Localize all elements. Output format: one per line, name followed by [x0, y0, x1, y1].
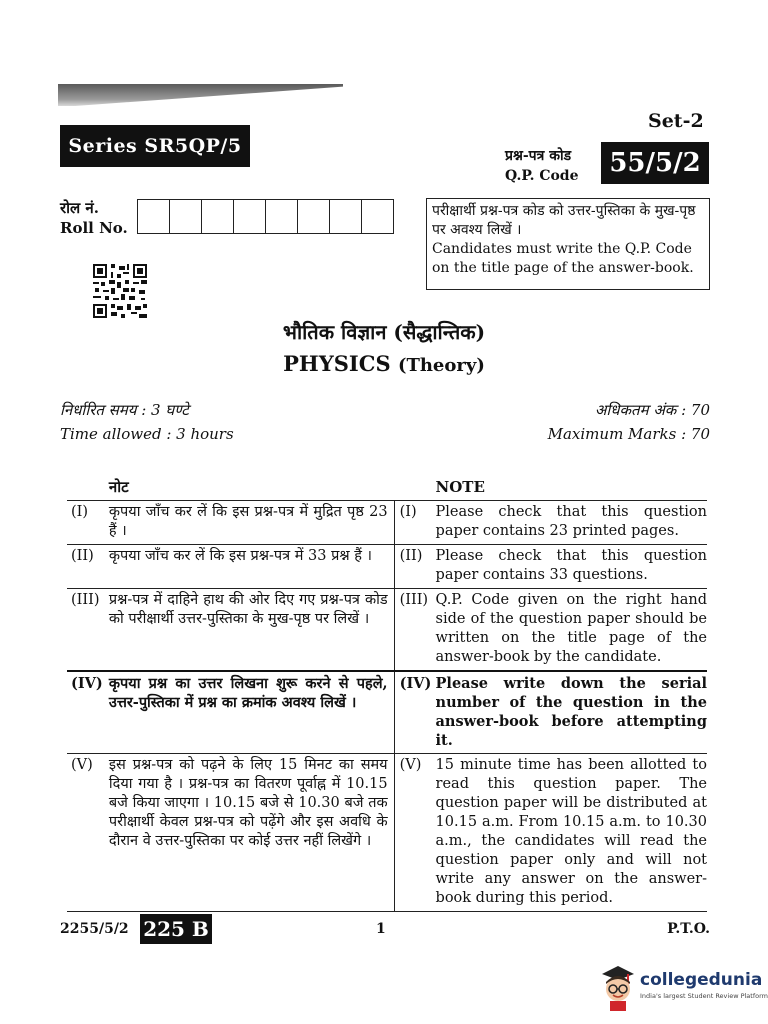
note-hindi: इस प्रश्न-पत्र को पढ़ने के लिए 15 मिनट का समय दिया गया है । प्रश्न-पत्र का वितरण पूर्वाह्न में 10.15 बजे किया जाएगा । 10.15 बजे से 10.30 बजे तक परीक्षार्थी केवल प्रश्न-पत्र को पढ़ेंगे और इस अवधि के दौरान वे उत्तर-पुस्तिका पर कोई उत्तर नहीं लिखेंगे ।: [109, 754, 394, 912]
title-english-main: PHYSICS: [283, 351, 391, 376]
collegedunia-watermark[interactable]: [598, 962, 768, 1012]
roll-box[interactable]: [233, 200, 265, 233]
watermark-tagline: India's largest Student Review Platform: [640, 992, 768, 1000]
note-number: (V): [67, 754, 109, 912]
instruction-hindi: परीक्षार्थी प्रश्न-पत्र कोड को उत्तर-पुस्तिका के मुख-पृष्ठ पर अवश्य लिखें ।: [432, 203, 696, 238]
notes-header-row: [67, 478, 707, 501]
note-english: Please check that this question paper contains 33 questions.: [436, 545, 707, 589]
watermark-brand: collegedunia: [640, 970, 763, 990]
note-number: (IV): [67, 671, 109, 754]
page-number: 1: [376, 921, 386, 937]
title-hindi: भौतिक विज्ञान (सैद्धान्तिक): [282, 320, 486, 344]
note-number: (I): [394, 501, 435, 545]
instruction-english: Candidates must write the Q.P. Code on the title page of the answer-book.: [432, 241, 694, 276]
notes-heading-english: NOTE: [435, 478, 485, 496]
note-number: (II): [67, 545, 109, 589]
note-english: Q.P. Code given on the right hand side of the question paper should be written on the title page of the answer-book by the candidate.: [436, 589, 707, 672]
note-hindi: प्रश्न-पत्र में दाहिने हाथ की ओर दिए गए प्रश्न-पत्र कोड को परीक्षार्थी उत्तर-पुस्तिका के मुख-पृष्ठ पर लिखें ।: [109, 589, 394, 672]
roll-label-english: Roll No.: [60, 219, 128, 237]
roll-box[interactable]: [297, 200, 329, 233]
note-number: (I): [67, 501, 109, 545]
qp-code: 55/5/2: [601, 142, 709, 184]
paper-code: 2255/5/2: [60, 921, 129, 937]
time-allowed-hindi: निर्धारित समय : 3 घण्टे: [60, 401, 189, 419]
note-number: (II): [394, 545, 435, 589]
set-label: Set-2: [648, 110, 704, 132]
qp-code-instruction-box: [426, 198, 710, 290]
qp-code-label: [505, 146, 579, 186]
note-number: (V): [394, 754, 435, 912]
notes-heading-hindi: नोट: [108, 478, 129, 496]
series-label: Series SR5QP/5: [60, 125, 250, 167]
decorative-top-bar: [58, 84, 343, 106]
roll-box[interactable]: [361, 200, 393, 233]
roll-number-boxes[interactable]: [137, 199, 394, 234]
roll-label-hindi: रोल नं.: [60, 199, 99, 217]
time-allowed-english: Time allowed : 3 hours: [60, 425, 234, 443]
note-english: Please write down the serial number of the question in the answer-book before attempting it.: [436, 671, 707, 754]
paper-box-code: 225 B: [140, 914, 212, 944]
note-hindi: कृपया जाँच कर लें कि इस प्रश्न-पत्र में 33 प्रश्न हैं ।: [109, 545, 394, 589]
note-english: Please check that this question paper contains 23 printed pages.: [436, 501, 707, 545]
roll-box[interactable]: [265, 200, 297, 233]
note-number: (III): [67, 589, 109, 672]
roll-box[interactable]: [138, 200, 169, 233]
title-english-sub: (Theory): [397, 355, 485, 376]
table-row: [67, 589, 707, 672]
student-mascot-icon: [598, 962, 638, 1012]
qr-code-icon: [93, 264, 147, 318]
note-number: (III): [394, 589, 435, 672]
max-marks-hindi: अधिकतम अंक : 70: [594, 401, 710, 419]
note-hindi: कृपया जाँच कर लें कि इस प्रश्न-पत्र में मुद्रित पृष्ठ 23 हैं ।: [109, 501, 394, 545]
roll-box[interactable]: [329, 200, 361, 233]
qp-code-label-hindi: प्रश्न-पत्र कोड: [505, 148, 572, 164]
table-row: [67, 671, 707, 754]
roll-label: [60, 198, 128, 238]
table-row: [67, 545, 707, 589]
table-row: [67, 754, 707, 912]
notes-table: [67, 478, 707, 912]
note-english: 15 minute time has been allotted to read this question paper. The question paper will be distributed at 10.15 a.m. From 10.15 a.m. to 10.30 a.m., the candidates will read the question paper only and will not write any answer on the answer-book during this period.: [436, 754, 707, 912]
max-marks-english: Maximum Marks : 70: [547, 425, 710, 443]
roll-box[interactable]: [169, 200, 201, 233]
note-number: (IV): [394, 671, 435, 754]
roll-box[interactable]: [201, 200, 233, 233]
note-hindi: कृपया प्रश्न का उत्तर लिखना शुरू करने से पहले, उत्तर-पुस्तिका में प्रश्न का क्रमांक अवश्य लिखें ।: [109, 671, 394, 754]
title-english: [0, 351, 768, 376]
table-row: [67, 501, 707, 545]
qp-code-label-english: Q.P. Code: [505, 168, 579, 184]
pto-label: P.T.O.: [667, 921, 710, 937]
